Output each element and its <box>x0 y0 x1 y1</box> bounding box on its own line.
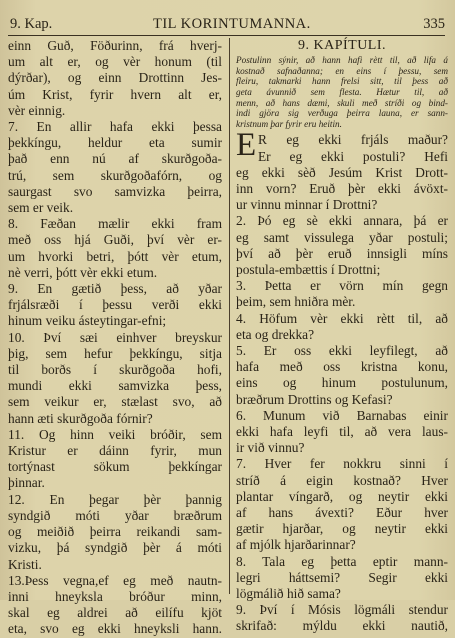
summary-line: Postulinn sýnir, að hann hafi rètt til, að lifa á <box>236 55 448 66</box>
text-line: legri háttsemi? Segir ekki <box>236 569 448 585</box>
text-line: ekki hafa leyfi til, að vera laus- <box>236 424 448 440</box>
text-line: þig, sem hefur þekkíngu, sitja <box>8 345 222 361</box>
text-line: 10. Því sæi einhver breyskur <box>8 329 222 345</box>
left-column <box>8 38 222 638</box>
text-line: stríð á eigin kostnað? Hver <box>236 472 448 488</box>
text-line: þinnar. <box>8 475 45 491</box>
chapter-summary <box>236 55 448 129</box>
text-line: lögmálið hið sama? <box>236 586 341 602</box>
text-line: eta og drekka? <box>236 326 315 342</box>
text-line: inn vorn? Eruð þèr ekki ávöxt- <box>236 180 448 196</box>
text-line: skrifað: mýldu ekki nautið, <box>236 618 448 634</box>
summary-line: fleiru, takmarki hann frelsi sitt, til þess að <box>236 76 448 87</box>
text-line: þeim, sem hniðra mèr. <box>236 294 356 310</box>
text-line: hann æti skurðgoða fórnir? <box>8 410 153 426</box>
chapter-label: 9. Kap. <box>10 16 53 32</box>
text-line: 2. Þó eg sè ekki annara, þá er <box>236 213 448 229</box>
text-line: sem veikur er, stælast svo, að <box>8 394 222 410</box>
text-line: eg samt vissulega yðar postuli; <box>236 229 448 245</box>
right-column-lines <box>236 165 448 635</box>
text-line: R eg ekki frjáls maður? <box>258 132 448 148</box>
text-line: ir við vinnu? <box>236 440 305 456</box>
page-header <box>8 16 445 34</box>
text-line: skal eg aldrei að eilífu kjöt <box>8 605 222 621</box>
header-rule <box>8 35 445 36</box>
text-line: 8. Tala eg þetta eptir mann- <box>236 553 448 569</box>
text-line: inni hneyksla bróður minn, <box>8 588 222 604</box>
running-title: TIL KORINTUMANNA. <box>153 16 311 32</box>
text-line: af mjólk hjarðarinnar? <box>236 537 356 553</box>
opening-verse <box>236 127 448 164</box>
summary-line: kostnað safnaðanna; en eins í þessu, sem <box>236 65 448 76</box>
chapter-heading: 9. KAPÍTULI. <box>297 38 387 53</box>
text-line: Kristur er dáinn fyrir, mun <box>8 443 222 459</box>
text-line: vèr einnig. <box>8 102 66 118</box>
text-line: gætir hjarðar, og neytir ekki <box>236 521 448 537</box>
text-line: af hans ávexti? Eður hver <box>236 505 448 521</box>
text-line: um alt er, og vèr honum (til <box>8 54 222 70</box>
text-line: með oss hjá Guði, því vèr er- <box>8 232 222 248</box>
summary-line: kristnum þar fyrir eru heitin. <box>236 118 342 129</box>
text-line: til borðs í skurðgoða hofi, <box>8 362 222 378</box>
page-number: 335 <box>423 16 445 32</box>
text-line: hafa með oss kristna konu, <box>236 359 448 375</box>
text-line: einn Guð, Föðurinn, frá hverj- <box>8 38 222 53</box>
text-line: Kristi. <box>8 556 42 572</box>
text-line: 8. Fæðan mælir ekki fram <box>8 216 222 232</box>
text-line: það enn nú af skurðgoða- <box>8 151 222 167</box>
text-line: 7. Hver fer nokkru sinni í <box>236 456 448 472</box>
text-line: vizku, þá syndgið þèr á móti <box>8 540 222 556</box>
text-line: tortýnast sökum þekkíngar <box>8 459 222 475</box>
right-column <box>236 38 448 635</box>
text-line: postula-embættis í Drottni; <box>236 261 381 277</box>
text-line: úm Krist, fyrir hvern alt er, <box>8 86 222 102</box>
text-line: sem er veik. <box>8 200 74 216</box>
text-line: 5. Er oss ekki leyfilegt, að <box>236 343 448 358</box>
text-line: dýrðar), og einn Drottinn Jes- <box>8 70 222 86</box>
text-line: 6. Munum við Barnabas einir <box>236 407 448 423</box>
text-line: saurgast svo samvizka þeirra, <box>8 183 222 199</box>
text-line: ur vinnu minnar í Drottni? <box>236 197 378 213</box>
summary-line: menn, að hans dæmi, skuli með stríði og bind- <box>236 97 448 108</box>
text-line: því að þèr eruð innsigli míns <box>236 245 448 261</box>
text-line: 13.Þess vegna,ef eg með nautn- <box>8 572 222 588</box>
summary-line: geta ávunnið sem flesta. Hætur til, að <box>236 86 448 97</box>
text-line: eins og hinum postulunum, <box>236 375 448 391</box>
text-line: um hvorki betri, þótt vèr etum, <box>8 248 222 264</box>
text-line: 11. Og hinn veiki bróðir, sem <box>8 426 222 442</box>
text-line: 7. En allir hafa ekki þessa <box>8 119 222 135</box>
text-line: nè verri, þótt vèr ekki etum. <box>8 264 158 280</box>
text-line: eta, svo eg ekki hneyksli hann. <box>8 621 222 637</box>
text-line: og meiðið þeirra reikandi sam- <box>8 524 222 540</box>
text-line: Er eg ekki postuli? Hefi <box>258 148 448 164</box>
text-line: frjálsræði í þessu verði ekki <box>8 297 222 313</box>
drop-cap: E <box>236 127 257 164</box>
text-line: syndgið móti yðar bræðrum <box>8 507 222 523</box>
text-line: 9. En gætið þess, að yðar <box>8 281 222 297</box>
text-line: eg ekki sèð Jesúm Krist Drott- <box>236 164 448 180</box>
text-line: þekkíngu, heldur eta sumir <box>8 135 222 151</box>
text-line: 9. Því í Mósis lögmáli stendur <box>236 602 448 618</box>
summary-line: indi gjöra sig verðuga þeirra launa, er sann- <box>236 108 448 119</box>
text-line: 4. Höfum vèr ekki rètt til, að <box>236 310 448 326</box>
text-line: 3. Þetta er vörn mín gegn <box>236 278 448 294</box>
text-line: mundi ekki samvizka þess, <box>8 378 222 394</box>
text-line: hinum veiku ásteytingar-efni; <box>8 313 167 329</box>
text-line: 12. En þegar þèr þannig <box>8 491 222 507</box>
text-line: trú, sem skurðgoðafórn, og <box>8 167 222 183</box>
text-line: bræðrum Drottins og Kefasi? <box>236 391 393 407</box>
column-divider <box>229 38 230 594</box>
text-line: plantar víngarð, og neytir ekki <box>236 488 448 504</box>
